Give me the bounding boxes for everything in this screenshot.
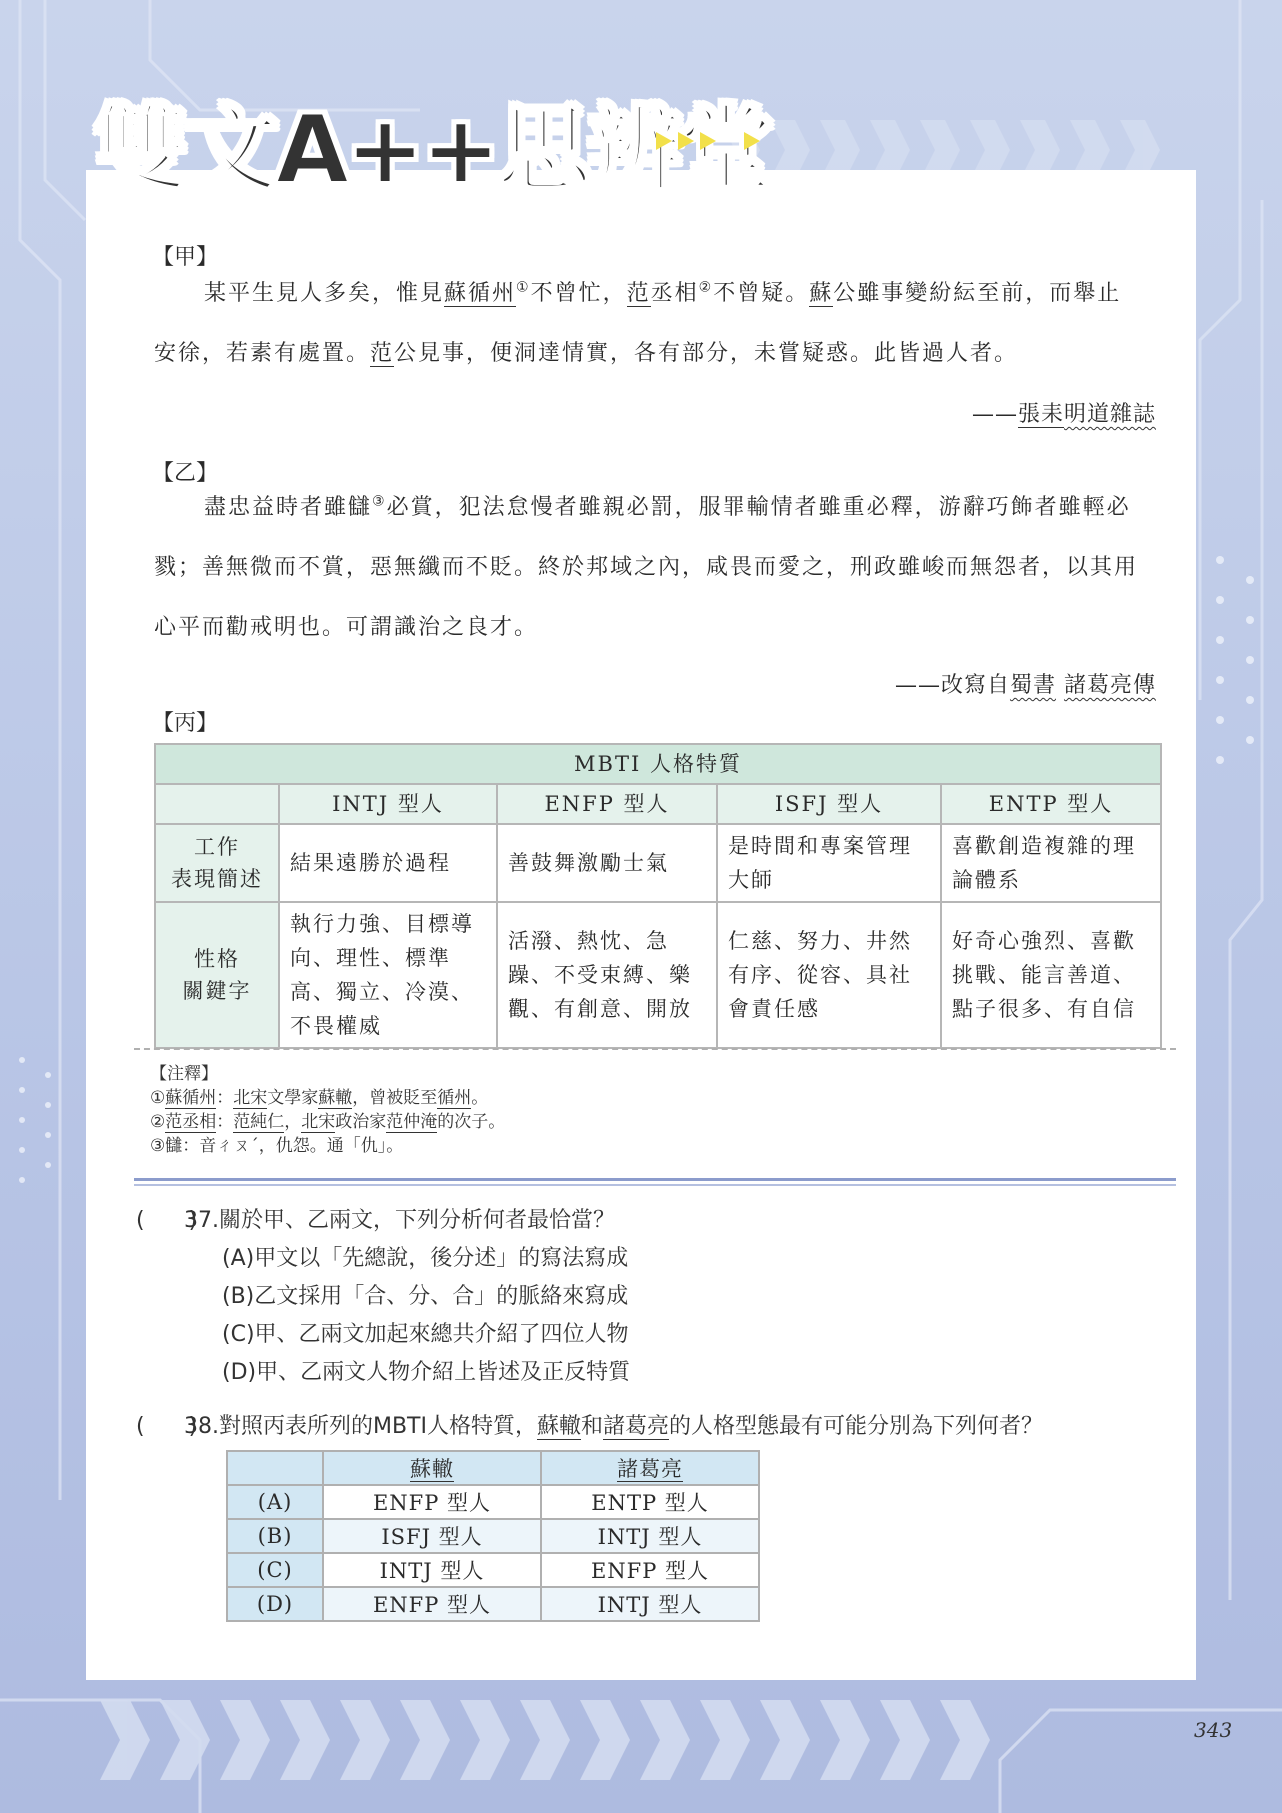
answer-table xyxy=(226,1450,760,1622)
answer-header-blank xyxy=(227,1451,323,1485)
mbti-row-header: 工作 表現簡述 xyxy=(155,824,279,902)
mbti-col-header: ENFP 型人 xyxy=(497,784,717,824)
answer-header: 諸葛亮 xyxy=(541,1451,759,1485)
mbti-cell: 善鼓舞激勵士氣 xyxy=(497,824,717,902)
mbti-cell: 結果遠勝於過程 xyxy=(279,824,497,902)
answer-cell: ENFP 型人 xyxy=(323,1587,541,1621)
mbti-col-header: ENTP 型人 xyxy=(941,784,1161,824)
mbti-cell: 是時間和專案管理大師 xyxy=(717,824,941,902)
option-b: (B)乙文採用「合、分、合」的脈絡來寫成 xyxy=(222,1284,629,1309)
answer-cell: ENFP 型人 xyxy=(541,1553,759,1587)
mbti-cell: 好奇心強烈、喜歡挑戰、能言善道、點子很多、有自信 xyxy=(941,902,1161,1048)
note-2: ②范丞相：范純仁，北宋政治家范仲淹的次子。 xyxy=(150,1112,506,1132)
answer-cell: ENTP 型人 xyxy=(541,1485,759,1519)
answer-blank[interactable]: ( ) xyxy=(136,1414,198,1439)
notes-title: 【注釋】 xyxy=(150,1064,218,1084)
answer-cell: INTJ 型人 xyxy=(323,1553,541,1587)
question-37: ( )37.關於甲、乙兩文，下列分析何者最恰當？ xyxy=(136,1202,615,1240)
passage-jia: 某平生見人多矣，惟見蘇循州①不曾忙，范丞相②不曾疑。蘇公雖事變紛紜至前，而舉止 安徐，若素有處置。范公見事，便洞達情實，各有部分，未嘗疑惑。此皆過人者。 xyxy=(154,279,1122,366)
answer-cell: INTJ 型人 xyxy=(541,1587,759,1621)
answer-option-label: (D) xyxy=(227,1587,323,1621)
answer-blank[interactable]: ( ) xyxy=(136,1208,198,1233)
passage-yi: 盡忠益時者雖讎③必賞，犯法怠慢者雖親必罰，服罪輸情者雖重必釋，游辭巧飾者雖輕必 戮；善無微而不賞，惡無纖而不貶。終於邦域之內，咸畏而愛之，刑政雖峻而無怨者，以其用 心平而勸戒明也。可謂識治之良才。 xyxy=(154,493,1139,640)
mbti-table xyxy=(154,743,1162,1049)
answer-option-label: (C) xyxy=(227,1553,323,1587)
answer-cell: ENFP 型人 xyxy=(323,1485,541,1519)
mbti-table-title: MBTI 人格特質 xyxy=(155,744,1161,784)
page-number: 343 xyxy=(1194,1718,1233,1742)
answer-cell: INTJ 型人 xyxy=(541,1519,759,1553)
mbti-cell: 仁慈、努力、井然有序、從容、具社會責任感 xyxy=(717,902,941,1048)
title-arrows-icon xyxy=(656,132,766,154)
note-3: ③讎：音ㄔㄡˊ，仇怨。通「仇」。 xyxy=(150,1136,404,1156)
option-c: (C)甲、乙兩文加起來總共介紹了四位人物 xyxy=(222,1322,629,1347)
option-a: (A)甲文以「先總說，後分述」的寫法寫成 xyxy=(222,1246,629,1271)
section-label-jia: 【甲】 xyxy=(152,245,219,270)
mbti-col-header: INTJ 型人 xyxy=(279,784,497,824)
mbti-cell: 喜歡創造複雜的理論體系 xyxy=(941,824,1161,902)
source-yi: ——改寫自蜀書 諸葛亮傳 xyxy=(894,673,1156,698)
section-label-yi: 【乙】 xyxy=(152,461,219,486)
mbti-cell: 執行力強、目標導向、理性、標準高、獨立、冷漠、不畏權威 xyxy=(279,902,497,1048)
double-divider xyxy=(134,1178,1176,1186)
section-label-bing: 【丙】 xyxy=(152,711,219,736)
annotations xyxy=(150,1062,505,1158)
answer-cell: ISFJ 型人 xyxy=(323,1519,541,1553)
mbti-col-header: ISFJ 型人 xyxy=(717,784,941,824)
answer-header: 蘇轍 xyxy=(323,1451,541,1485)
question-38: ( )38.對照丙表所列的MBTI人格特質，蘇轍和諸葛亮的人格型態最有可能分別為下列何者？ xyxy=(136,1408,1043,1446)
mbti-row-header: 性格 關鍵字 xyxy=(155,902,279,1048)
note-1: ①蘇循州：北宋文學家蘇轍，曾被貶至循州。 xyxy=(150,1088,489,1108)
answer-option-label: (A) xyxy=(227,1485,323,1519)
mbti-corner-cell xyxy=(155,784,279,824)
mbti-cell: 活潑、熱忱、急躁、不受束縛、樂觀、有創意、開放 xyxy=(497,902,717,1048)
dashed-divider xyxy=(134,1048,1176,1050)
answer-option-label: (B) xyxy=(227,1519,323,1553)
option-d: (D)甲、乙兩文人物介紹上皆述及正反特質 xyxy=(222,1360,631,1385)
source-jia: ——張耒明道雜誌 xyxy=(971,402,1156,427)
page-title: 雙文A++思辨堂 xyxy=(94,96,771,205)
